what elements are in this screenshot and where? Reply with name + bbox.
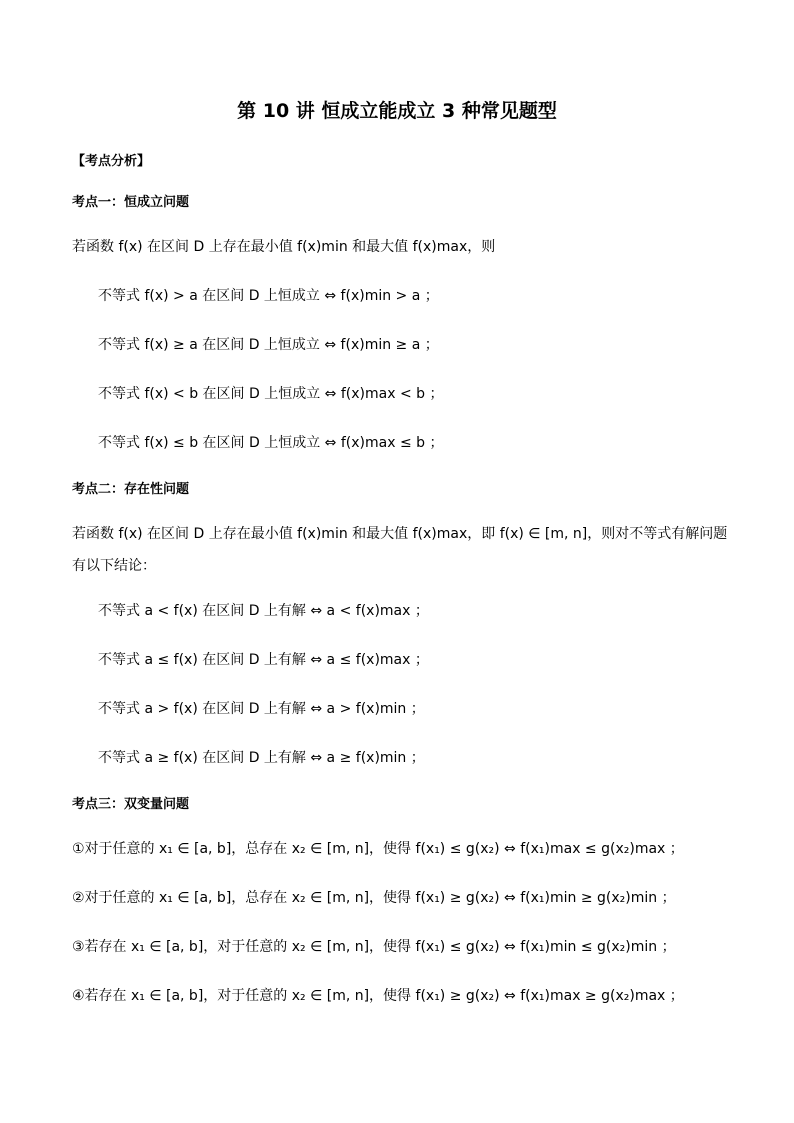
k3-heading: 考点三：双变量问题 [72,797,190,812]
k2-item-2: 不等式 a ≤ f(x) 在区间 D 上有解 ⇔ a ≤ f(x)max ； [98,652,429,668]
k1-item-2: 不等式 f(x) ≥ a 在区间 D 上恒成立 ⇔ f(x)min ≥ a ； [98,337,439,353]
k2-heading: 考点二：存在性问题 [72,482,190,497]
k2-item-4: 不等式 a ≥ f(x) 在区间 D 上有解 ⇔ a ≥ f(x)min ； [98,750,425,766]
k1-intro: 若函数 f(x) 在区间 D 上存在最小值 f(x)min 和最大值 f(x)max，则 [72,239,496,255]
k2-item-3: 不等式 a > f(x) 在区间 D 上有解 ⇔ a > f(x)min ； [98,701,425,717]
k1-heading: 考点一：恒成立问题 [72,195,190,210]
k1-item-3: 不等式 f(x) < b 在区间 D 上恒成立 ⇔ f(x)max < b ； [98,386,444,402]
k3-item-3: ③若存在 x₁ ∈ [a, b]，对于任意的 x₂ ∈ [m, n]，使得 f(x₁) ≤ g(x₂) ⇔ f(x₁)min ≤ g(x₂)min ； [72,939,676,955]
k3-item-4: ④若存在 x₁ ∈ [a, b]，对于任意的 x₂ ∈ [m, n]，使得 f(x₁) ≥ g(x₂) ⇔ f(x₁)max ≥ g(x₂)max ； [72,988,684,1004]
section-heading: 【考点分析】 [72,154,151,169]
k2-item-1: 不等式 a < f(x) 在区间 D 上有解 ⇔ a < f(x)max ； [98,603,429,619]
page-title: 第 10 讲 恒成立能成立 3 种常见题型 [237,100,557,122]
k1-item-1: 不等式 f(x) > a 在区间 D 上恒成立 ⇔ f(x)min > a ； [98,288,439,304]
k2-intro-1: 若函数 f(x) 在区间 D 上存在最小值 f(x)min 和最大值 f(x)max，即 f(x) ∈ [m, n]，则对不等式有解问题 [72,526,728,542]
k2-intro-2: 有以下结论： [72,558,156,574]
k1-item-4: 不等式 f(x) ≤ b 在区间 D 上恒成立 ⇔ f(x)max ≤ b ； [98,435,444,451]
k3-item-2: ②对于任意的 x₁ ∈ [a, b]，总存在 x₂ ∈ [m, n]，使得 f(x₁) ≥ g(x₂) ⇔ f(x₁)min ≥ g(x₂)min ； [72,890,676,906]
k3-item-1: ①对于任意的 x₁ ∈ [a, b]，总存在 x₂ ∈ [m, n]，使得 f(x₁) ≤ g(x₂) ⇔ f(x₁)max ≤ g(x₂)max ； [72,841,684,857]
